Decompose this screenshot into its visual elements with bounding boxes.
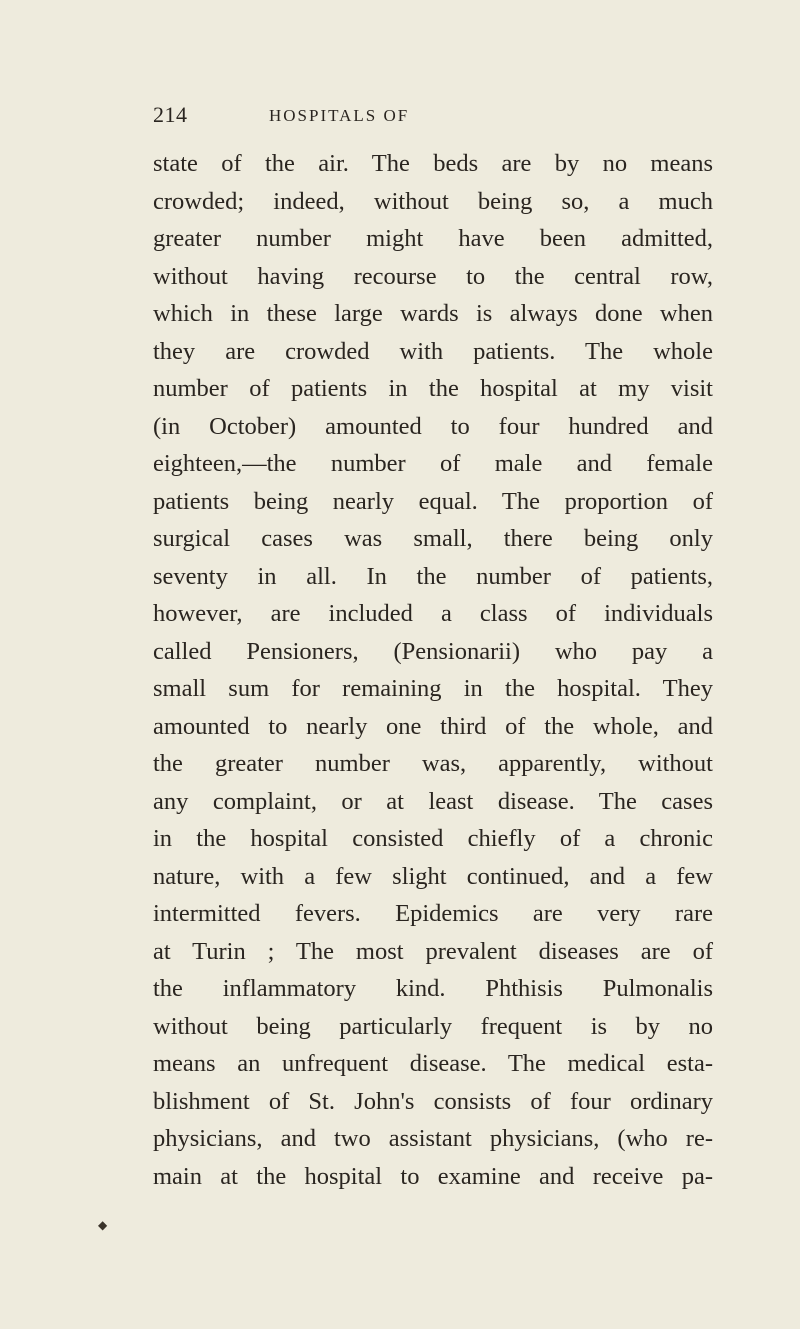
text-line: at Turin ; The most prevalent diseases are of [153,937,713,965]
text-line: called Pensioners, (Pensionarii) who pay a [153,637,713,665]
text-line: intermitted fevers. Epidemics are very rare [153,900,713,927]
text-line: crowded; indeed, without being so, a much [153,187,713,215]
text-line: amounted to nearly one third of the whole, and [153,712,713,740]
text-line: in the hospital consisted chiefly of a chronic [153,825,713,852]
running-head [153,102,713,132]
ink-speck-icon: ◆ [98,1218,108,1232]
text-line: however, are included a class of individuals [153,600,713,627]
text-line: state of the air. The beds are by no means [153,150,713,177]
text-line: patients being nearly equal. The proportion of [153,487,713,515]
body-text [153,145,713,1195]
page-number: 214 [153,102,188,127]
text-line: (in October) amounted to four hundred and [153,412,713,440]
text-line: without having recourse to the central row, [153,262,713,290]
text-line: which in these large wards is always done when [153,300,713,327]
text-line: greater number might have been admitted, [153,225,713,252]
running-head-title: HOSPITALS OF [269,106,410,125]
text-line: nature, with a few slight continued, and a few [153,862,713,890]
text-line: physicians, and two assistant physicians, (who re- [153,1125,713,1152]
text-line: means an unfrequent disease. The medical esta- [153,1050,713,1077]
text-line: the inflammatory kind. Phthisis Pulmonalis [153,975,713,1002]
text-line: they are crowded with patients. The whole [153,337,713,365]
text-line: the greater number was, apparently, without [153,750,713,777]
text-line: seventy in all. In the number of patients, [153,562,713,590]
text-line: main at the hospital to examine and receive pa- [153,1162,713,1190]
text-line: surgical cases was small, there being only [153,525,713,552]
text-line: any complaint, or at least disease. The cases [153,787,713,815]
text-line: eighteen,—the number of male and female [153,450,713,477]
text-line: small sum for remaining in the hospital. They [153,675,713,702]
text-line: blishment of St. John's consists of four ordinary [153,1087,713,1115]
text-line: without being particularly frequent is by no [153,1012,713,1040]
text-line: number of patients in the hospital at my visit [153,375,713,402]
